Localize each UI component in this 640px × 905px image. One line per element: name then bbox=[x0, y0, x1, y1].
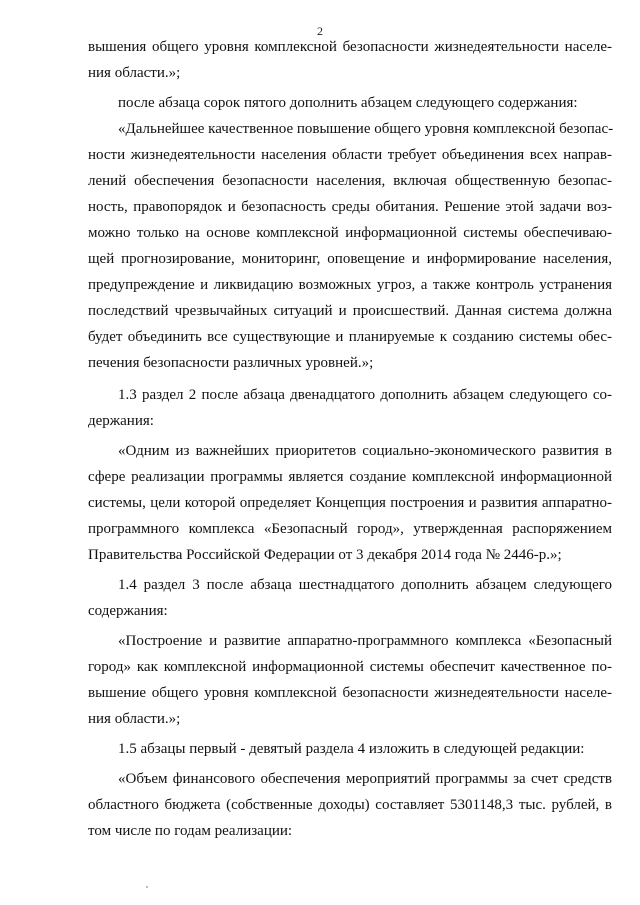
text-line: щей прогнозирование, мониторинг, оповещение и информирование населения, bbox=[88, 251, 612, 267]
text-line: город» как комплексной информационной системы обеспечит качественное по- bbox=[88, 659, 612, 675]
text-line: ния области.»; bbox=[88, 711, 181, 727]
text-line: «Объем финансового обеспечения мероприятий программы за счет средств bbox=[118, 771, 612, 787]
text-line: Правительства Российской Федерации от 3 декабря 2014 года № 2446-р.»; bbox=[88, 547, 562, 563]
text-line: ность, правопорядок и безопасность среды обитания. Решение этой задачи воз- bbox=[88, 199, 612, 215]
text-line: после абзаца сорок пятого дополнить абзацем следующего содержания: bbox=[118, 95, 578, 111]
text-line: «Дальнейшее качественное повышение общего уровня комплексной безопас- bbox=[118, 121, 614, 137]
text-line: «Одним из важнейших приоритетов социально-экономического развития в bbox=[118, 443, 612, 459]
text-line: программного комплекса «Безопасный город», утвержденная распоряжением bbox=[88, 521, 612, 537]
text-line: предупреждение и ликвидацию возможных угроз, а также контроль устранения bbox=[88, 277, 612, 293]
scan-speck bbox=[146, 886, 148, 888]
text-line: 1.4 раздел 3 после абзаца шестнадцатого дополнить абзацем следующего bbox=[118, 577, 612, 593]
text-line: держания: bbox=[88, 413, 154, 429]
text-line: системы, цели которой определяет Концепция построения и развития аппаратно- bbox=[88, 495, 612, 511]
text-line: 1.5 абзацы первый - девятый раздела 4 изложить в следующей редакции: bbox=[118, 741, 585, 757]
text-line: вышение общего уровня комплексной безопасности жизнедеятельности населе- bbox=[88, 685, 612, 701]
text-line: содержания: bbox=[88, 603, 168, 619]
text-line: сфере реализации программы является создание комплексной информационной bbox=[88, 469, 612, 485]
text-line: будет объединить все существующие и планируемые к созданию системы обес- bbox=[88, 329, 612, 345]
text-line: вышения общего уровня комплексной безопасности жизнедеятельности населе- bbox=[88, 39, 612, 55]
text-line: ния области.»; bbox=[88, 65, 181, 81]
text-line: ности жизнедеятельности населения области требует объединения всех направ- bbox=[88, 147, 612, 163]
page-number: 2 bbox=[317, 24, 323, 38]
text-line: том числе по годам реализации: bbox=[88, 823, 293, 839]
text-line: областного бюджета (собственные доходы) составляет 5301148,3 тыс. рублей, в bbox=[88, 797, 612, 813]
text-line: печения безопасности различных уровней.»; bbox=[88, 355, 374, 371]
text-line: можно только на основе комплексной информационной системы обеспечиваю- bbox=[88, 225, 612, 241]
text-line: лений обеспечения безопасности населения, включая общественную безопас- bbox=[88, 173, 612, 189]
text-line: последствий чрезвычайных ситуаций и происшествий. Данная система должна bbox=[88, 303, 612, 319]
text-line: 1.3 раздел 2 после абзаца двенадцатого дополнить абзацем следующего со- bbox=[118, 387, 612, 403]
text-line: «Построение и развитие аппаратно-программного комплекса «Безопасный bbox=[118, 633, 612, 649]
